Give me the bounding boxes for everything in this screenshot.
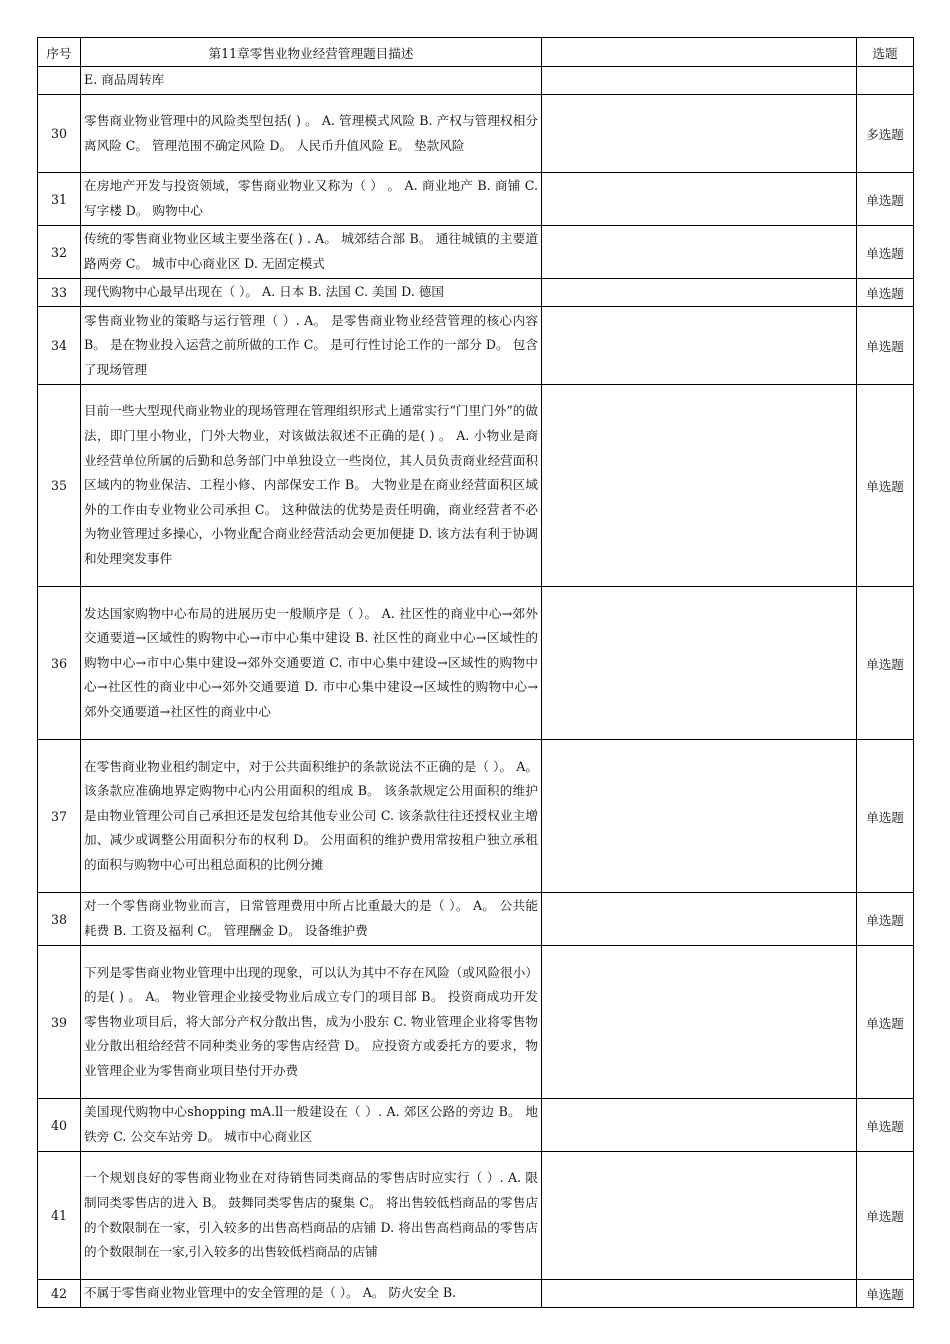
question-type: 多选题	[857, 95, 914, 173]
question-description: E. 商品周转库	[81, 67, 542, 95]
question-number: 37	[38, 740, 81, 893]
blank-cell	[542, 946, 857, 1099]
blank-cell	[542, 385, 857, 587]
question-type: 单选题	[857, 1280, 914, 1308]
question-number: 40	[38, 1099, 81, 1152]
table-row	[38, 740, 914, 893]
question-type: 单选题	[857, 1099, 914, 1152]
question-number: 38	[38, 893, 81, 946]
blank-cell	[542, 1099, 857, 1152]
header-row	[38, 38, 914, 67]
question-type: 单选题	[857, 740, 914, 893]
question-description: 零售商业物业的策略与运行管理（ ）. A。 是零售商业物业经营管理的核心内容 B。 是在物业投入运营之前所做的工作 C。 是可行性讨论工作的一部分 D。 包含了现场管理	[81, 307, 542, 385]
question-type: 单选题	[857, 893, 914, 946]
question-type	[857, 67, 914, 95]
question-number: 39	[38, 946, 81, 1099]
table-row	[38, 1280, 914, 1308]
question-type: 单选题	[857, 226, 914, 279]
table-row	[38, 226, 914, 279]
question-type: 单选题	[857, 173, 914, 226]
table-row	[38, 1099, 914, 1152]
blank-cell	[542, 279, 857, 307]
question-number: 41	[38, 1152, 81, 1280]
question-number: 30	[38, 95, 81, 173]
table-row	[38, 279, 914, 307]
blank-cell	[542, 226, 857, 279]
table-row	[38, 307, 914, 385]
question-number	[38, 67, 81, 95]
table-row	[38, 67, 914, 95]
question-description: 零售商业物业管理中的风险类型包括( ) 。 A. 管理模式风险 B. 产权与管理权相分离风险 C。 管理范围不确定风险 D。 人民币升值风险 E。 垫款风险	[81, 95, 542, 173]
question-number: 36	[38, 587, 81, 740]
blank-cell	[542, 893, 857, 946]
header-question-type: 选题	[857, 38, 914, 67]
table-row	[38, 173, 914, 226]
question-number: 31	[38, 173, 81, 226]
question-description: 传统的零售商业物业区域主要坐落在( ) . A。 城郊结合部 B。 通往城镇的主要道路两旁 C。 城市中心商业区 D. 无固定模式	[81, 226, 542, 279]
question-description: 对一个零售商业物业而言，日常管理费用中所占比重最大的是（ ）。 A。 公共能耗费 B. 工资及福利 C。 管理酬金 D。 设备维护费	[81, 893, 542, 946]
question-type: 单选题	[857, 946, 914, 1099]
question-number: 35	[38, 385, 81, 587]
question-number: 34	[38, 307, 81, 385]
question-description: 发达国家购物中心布局的进展历史一般顺序是（ ）。 A. 社区性的商业中心→郊外交通要道→区域性的购物中心→市中心集中建设 B. 社区性的商业中心→区域性的购物中心→市中心集中建设→郊外交通要道 C. 市中心集中建设→区域性的购物中心→社区性的商业中心→郊外交通要道 D. 市中心集中建设→区域性的购物中心→郊外交通要道→社区性的商业中心	[81, 587, 542, 740]
table-row	[38, 587, 914, 740]
question-table	[37, 37, 914, 1308]
question-number: 42	[38, 1280, 81, 1308]
question-type: 单选题	[857, 385, 914, 587]
blank-cell	[542, 67, 857, 95]
question-description: 不属于零售商业物业管理中的安全管理的是（ ）。 A。 防火安全 B.	[81, 1280, 542, 1308]
table-row	[38, 893, 914, 946]
blank-cell	[542, 740, 857, 893]
blank-cell	[542, 1280, 857, 1308]
question-type: 单选题	[857, 307, 914, 385]
blank-cell	[542, 173, 857, 226]
question-description: 在房地产开发与投资领域，零售商业物业又称为（ ） 。 A. 商业地产 B. 商铺 C. 写字楼 D。 购物中心	[81, 173, 542, 226]
blank-cell	[542, 587, 857, 740]
blank-cell	[542, 1152, 857, 1280]
question-description: 现代购物中心最早出现在（ ）。 A. 日本 B. 法国 C. 美国 D. 德国	[81, 279, 542, 307]
question-description: 目前一些大型现代商业物业的现场管理在管理组织形式上通常实行“门里门外”的做法，即门里小物业，门外大物业，对该做法叙述不正确的是( ) 。 A. 小物业是商业经营单位所属的后勤和总务部门中单独设立一些岗位，其人员负责商业经营面积区域内的物业保洁、工程小修、内部保安工作 B。 大物业是在商业经营面积区域外的工作由专业物业公司承担 C。 这种做法的优势是责任明确，商业经营者不必为物业管理过多操心，小物业配合商业经营活动会更加便捷 D. 该方法有利于协调和处理突发事件	[81, 385, 542, 587]
question-type: 单选题	[857, 1152, 914, 1280]
table-row	[38, 385, 914, 587]
blank-cell	[542, 307, 857, 385]
question-description: 一个规划良好的零售商业物业在对待销售同类商品的零售店时应实行（ ）. A. 限制同类零售店的进入 B。 鼓舞同类零售店的聚集 C。 将出售较低档商品的零售店的个数限制在一家，引入较多的出售高档商品的店铺 D. 将出售高档商品的零售店的个数限制在一家,引入较多的出售较低档商品的店铺	[81, 1152, 542, 1280]
table-row	[38, 946, 914, 1099]
question-number: 32	[38, 226, 81, 279]
header-description: 第11章零售业物业经营管理题目描述	[81, 38, 542, 67]
header-blank	[542, 38, 857, 67]
question-description: 下列是零售商业物业管理中出现的现象，可以认为其中不存在风险（或风险很小）的是( ) 。 A。 物业管理企业接受物业后成立专门的项目部 B。 投资商成功开发零售物业项目后，将大部分产权分散出售，成为小股东 C. 物业管理企业将零售物业分散出租给经营不同种类业务的零售店经营 D。 应投资方或委托方的要求，物业管理企业为零售商业项目垫付开办费	[81, 946, 542, 1099]
header-number: 序号	[38, 38, 81, 67]
question-description: 美国现代购物中心shopping mA.ll一般建设在（ ）. A. 郊区公路的旁边 B。 地铁旁 C. 公交车站旁 D。 城市中心商业区	[81, 1099, 542, 1152]
blank-cell	[542, 95, 857, 173]
question-number: 33	[38, 279, 81, 307]
table-row	[38, 95, 914, 173]
table-row	[38, 1152, 914, 1280]
question-type: 单选题	[857, 279, 914, 307]
question-type: 单选题	[857, 587, 914, 740]
question-description: 在零售商业物业租约制定中，对于公共面积维护的条款说法不正确的是（ ）。 A。 该条款应准确地界定购物中心内公用面积的组成 B。 该条款规定公用面积的维护是由物业管理公司自己承担还是发包给其他专业公司 C. 该条款往往还授权业主增加、减少或调整公用面积分布的权利 D。 公用面积的维护费用常按租户独立承租的面积与购物中心可出租总面积的比例分摊	[81, 740, 542, 893]
